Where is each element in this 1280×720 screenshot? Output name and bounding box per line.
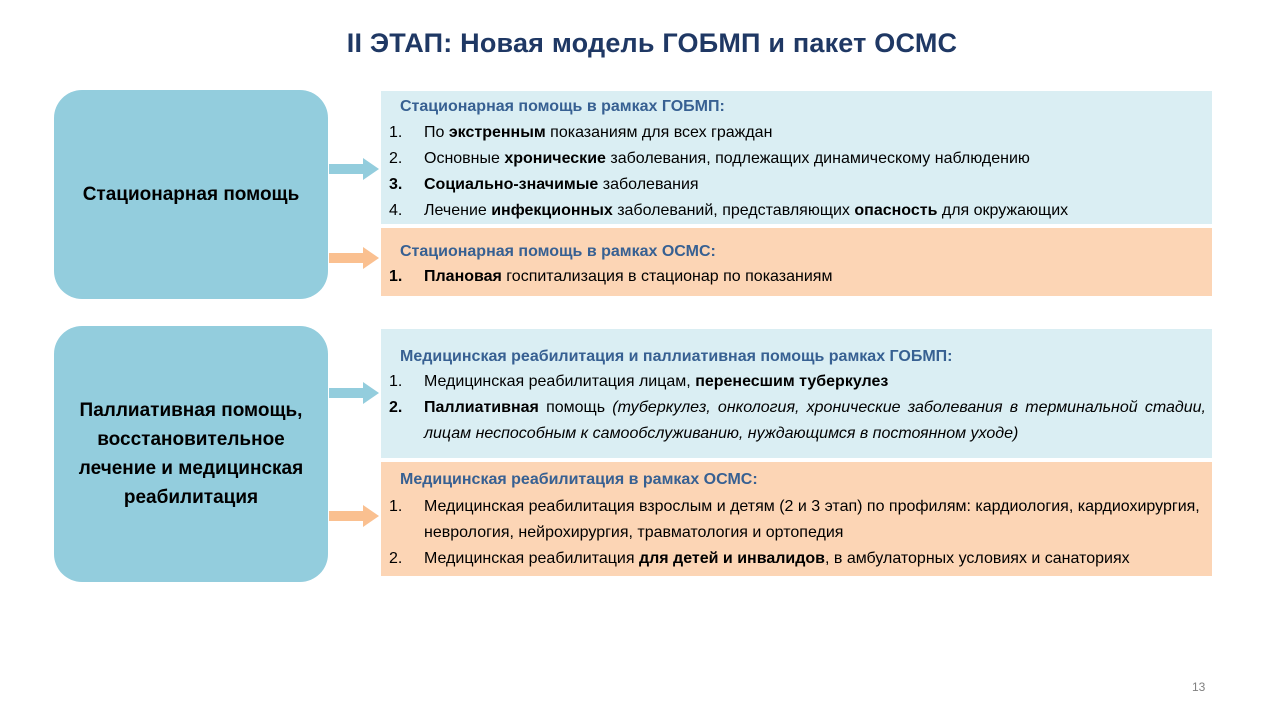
category-label: Паллиативная помощь, восстановительное лечение и медицинская реабилитация bbox=[78, 400, 304, 508]
item-number: 1. bbox=[389, 373, 403, 390]
list-item bbox=[381, 120, 1206, 146]
page-number: 13 bbox=[1192, 680, 1206, 694]
list-item bbox=[381, 172, 1206, 198]
panel-heading: Медицинская реабилитация в рамках ОСМС: bbox=[400, 471, 758, 488]
item-number: 2. bbox=[389, 399, 403, 416]
list-item bbox=[381, 494, 1206, 546]
list-item bbox=[381, 369, 1206, 395]
item-text: Плановая госпитализация в стационар по показаниям bbox=[424, 268, 833, 285]
item-text: Паллиативная помощь (туберкулез, онкология, хронические заболевания в терминальной стадии, лицам неспособным к самообслуживанию, нуждающимся в постоянном уходе) bbox=[424, 399, 1206, 442]
panel-list bbox=[381, 264, 1206, 290]
list-item bbox=[381, 546, 1206, 572]
item-text: Медицинская реабилитация лицам, перенесшим туберкулез bbox=[424, 373, 889, 390]
item-text: Медицинская реабилитация для детей и инвалидов, в амбулаторных условиях и санаториях bbox=[424, 550, 1130, 567]
item-number: 1. bbox=[389, 124, 403, 141]
item-number: 4. bbox=[389, 202, 403, 219]
item-text: Лечение инфекционных заболеваний, представляющих опасность для окружающих bbox=[424, 202, 1069, 219]
item-text: Социально-значимые заболевания bbox=[424, 176, 699, 193]
item-number: 2. bbox=[389, 550, 403, 567]
panel-heading: Медицинская реабилитация и паллиативная помощь рамках ГОБМП: bbox=[400, 348, 953, 365]
list-item bbox=[381, 198, 1206, 224]
arrow-right-icon bbox=[329, 158, 379, 180]
slide-title: II ЭТАП: Новая модель ГОБМП и пакет ОСМС bbox=[346, 28, 958, 58]
category-label: Стационарная помощь bbox=[82, 184, 300, 205]
item-number: 2. bbox=[389, 150, 403, 167]
item-text: Медицинская реабилитация взрослым и детям (2 и 3 этап) по профилям: кардиология, кардиохирургия, неврология, нейрохирургия, травматология и ортопедия bbox=[424, 498, 1200, 541]
list-item bbox=[381, 146, 1206, 172]
list-item bbox=[381, 264, 1206, 290]
panel-list bbox=[381, 120, 1206, 224]
category-inpatient-care bbox=[54, 90, 328, 299]
item-number: 1. bbox=[389, 268, 403, 285]
item-number: 3. bbox=[389, 176, 403, 193]
list-item bbox=[381, 395, 1206, 447]
panel-heading: Стационарная помощь в рамках ГОБМП: bbox=[400, 98, 725, 115]
panel-rehab-osms bbox=[381, 462, 1212, 576]
category-palliative-rehab bbox=[54, 326, 328, 582]
item-text: Основные хронические заболевания, подлежащих динамическому наблюдению bbox=[424, 150, 1030, 167]
arrow-right-icon bbox=[329, 505, 379, 527]
panel-heading: Стационарная помощь в рамках ОСМС: bbox=[400, 243, 716, 260]
item-number: 1. bbox=[389, 498, 403, 515]
arrow-right-icon bbox=[329, 382, 379, 404]
item-text: По экстренным показаниям для всех граждан bbox=[424, 124, 773, 141]
panel-inpatient-gobmp bbox=[381, 91, 1212, 224]
panel-list bbox=[381, 369, 1206, 447]
arrow-right-icon bbox=[329, 247, 379, 269]
panel-inpatient-osms bbox=[381, 228, 1212, 296]
panel-rehab-gobmp bbox=[381, 329, 1212, 458]
panel-list bbox=[381, 494, 1206, 572]
